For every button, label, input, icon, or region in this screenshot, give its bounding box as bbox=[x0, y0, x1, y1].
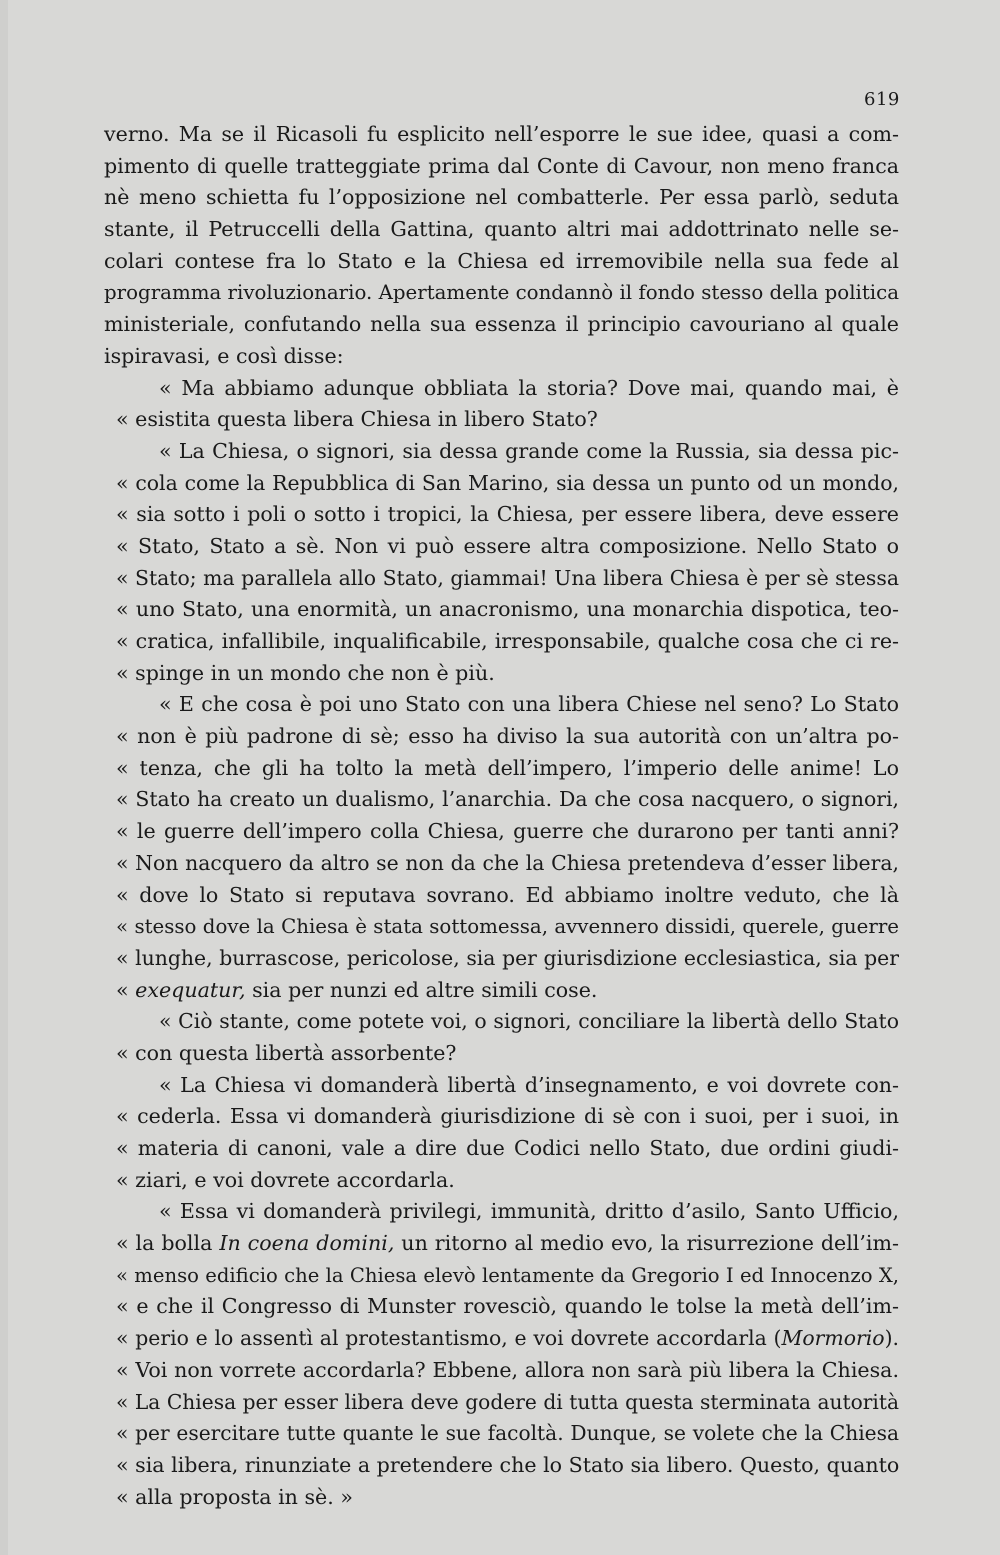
text-line: ispiravasi, e così disse: bbox=[104, 343, 344, 368]
text-segment: ). bbox=[884, 1326, 899, 1351]
text-line: colari contese fra lo Stato e la Chiesa ed irremovibile nella sua fede al bbox=[104, 248, 899, 273]
text-line: « dove lo Stato si reputava sovrano. Ed abbiamo inoltre veduto, che là bbox=[116, 882, 899, 907]
text-line: « cola come la Repubblica di San Marino, sia dessa un punto od un mondo, bbox=[116, 470, 899, 495]
text-line: « sia sotto i poli o sotto i tropici, la Chiesa, per essere libera, deve essere bbox=[116, 502, 899, 527]
italic-segment: Mormorio bbox=[781, 1326, 885, 1351]
text-line: « spinge in un mondo che non è più. bbox=[116, 660, 495, 685]
text-line: nè meno schietta fu l’opposizione nel combatterle. Per essa parlò, seduta bbox=[104, 185, 899, 210]
text-line: « esistita questa libera Chiesa in libero Stato? bbox=[116, 407, 598, 432]
text-line bbox=[104, 1228, 899, 1260]
text-line: « La Chiesa per esser libera deve godere di tutta questa sterminata autorità bbox=[116, 1389, 899, 1414]
text-line: « stesso dove la Chiesa è stata sottomessa, avvennero dissidi, querele, guerre bbox=[116, 915, 899, 939]
text-line: « cederla. Essa vi domanderà giurisdizione di sè con i suoi, per i suoi, in bbox=[116, 1104, 899, 1129]
text-line: verno. Ma se il Ricasoli fu esplicito nell’esporre le sue idee, quasi a com- bbox=[104, 122, 899, 146]
text-line: « Non nacquero da altro se non da che la Chiesa pretendeva d’esser libera, bbox=[116, 850, 899, 875]
text-line: « Ma abbiamo adunque obbliata la storia? Dove mai, quando mai, è bbox=[159, 375, 899, 400]
text-line: « Ciò stante, come potete voi, o signori, conciliare la libertà dello Stato bbox=[159, 1009, 899, 1034]
body-text bbox=[104, 119, 899, 1513]
text-line: « La Chiesa vi domanderà libertà d’insegnamento, e voi dovrete con- bbox=[159, 1072, 899, 1097]
text-line: ministeriale, confutando nella sua essenza il principio cavouriano al quale bbox=[104, 312, 899, 337]
text-line bbox=[104, 1323, 899, 1355]
text-line: « sia libera, rinunziate a pretendere che lo Stato sia libero. Questo, quanto bbox=[116, 1452, 900, 1477]
text-line: « ziari, e voi dovrete accordarla. bbox=[116, 1167, 455, 1192]
text-line: « Essa vi domanderà privilegi, immunità, dritto d’asilo, Santo Ufficio, bbox=[159, 1199, 899, 1224]
text-line: « materia di canoni, vale a dire due Codici nello Stato, due ordini giudi- bbox=[116, 1136, 899, 1160]
text-line: « alla proposta in sè. » bbox=[116, 1484, 353, 1509]
text-line: programma rivoluzionario. Apertamente condannò il fondo stesso della politica bbox=[104, 281, 899, 305]
text-line: « menso edificio che la Chiesa elevò lentamente da Gregorio I ed Innocenzo X, bbox=[116, 1263, 899, 1287]
text-line: pimento di quelle tratteggiate prima dal Conte di Cavour, non meno franca bbox=[104, 153, 899, 178]
text-segment: « perio e lo assentì al protestantismo, e voi dovrete accordarla ( bbox=[116, 1326, 782, 1351]
page-gutter-shadow bbox=[0, 0, 8, 1555]
text-line: « con questa libertà assorbente? bbox=[116, 1040, 457, 1065]
text-line: « cratica, infallibile, inqualificabile, irresponsabile, qualche cosa che ci re- bbox=[116, 629, 899, 653]
italic-segment: exequatur, bbox=[135, 977, 246, 1002]
text-segment: « la bolla bbox=[116, 1231, 220, 1256]
italic-segment: In coena domini, bbox=[219, 1231, 395, 1256]
text-segment: « bbox=[116, 977, 136, 1002]
text-line: « le guerre dell’impero colla Chiesa, guerre che durarono per tanti anni? bbox=[116, 819, 899, 844]
text-line: « per esercitare tutte quante le sue facoltà. Dunque, se volete che la Chiesa bbox=[116, 1421, 899, 1446]
text-line: « uno Stato, una enormità, un anacronismo, una monarchia dispotica, teo- bbox=[116, 597, 899, 622]
text-line: « non è più padrone di sè; esso ha diviso la sua autorità con un’altra po- bbox=[116, 724, 899, 749]
text-line: « E che cosa è poi uno Stato con una libera Chiese nel seno? Lo Stato bbox=[159, 692, 899, 717]
text-line: « Stato; ma parallela allo Stato, giammai! Una libera Chiesa è per sè stessa bbox=[116, 565, 899, 590]
page-number: 619 bbox=[864, 89, 900, 110]
text-line: « Stato, Stato a sè. Non vi può essere altra composizione. Nello Stato o bbox=[116, 533, 899, 558]
text-line: « La Chiesa, o signori, sia dessa grande come la Russia, sia dessa pic- bbox=[159, 438, 899, 463]
text-line: « tenza, che gli ha tolto la metà dell’impero, l’imperio delle anime! Lo bbox=[116, 755, 899, 780]
text-line: « e che il Congresso di Munster rovesciò, quando le tolse la metà dell’im- bbox=[116, 1294, 899, 1319]
text-line bbox=[104, 975, 899, 1007]
text-line: stante, il Petruccelli della Gattina, quanto altri mai addottrinato nelle se- bbox=[104, 217, 899, 242]
text-segment: un ritorno al medio evo, la risurrezione dell’im- bbox=[394, 1231, 899, 1256]
text-line: « lunghe, burrascose, pericolose, sia per giurisdizione ecclesiastica, sia per bbox=[116, 945, 899, 970]
text-segment: sia per nunzi ed altre simili cose. bbox=[245, 977, 598, 1002]
text-line: « Stato ha creato un dualismo, l’anarchia. Da che cosa nacquero, o signori, bbox=[116, 787, 899, 812]
text-line: « Voi non vorrete accordarla? Ebbene, allora non sarà più libera la Chiesa. bbox=[116, 1357, 899, 1382]
